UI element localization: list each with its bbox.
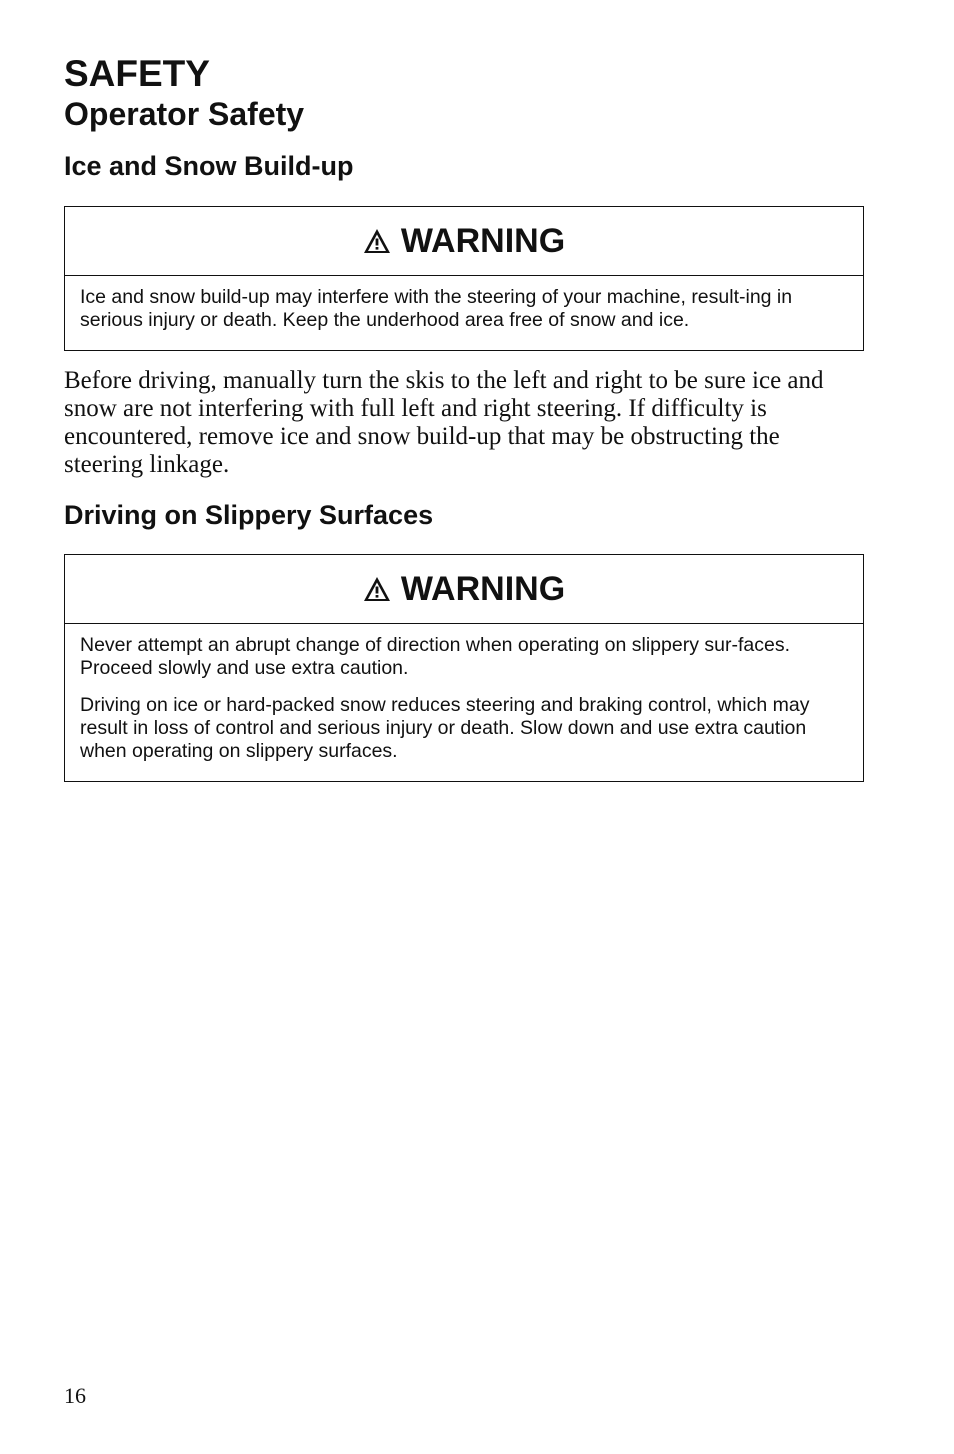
slippery-surfaces-heading: Driving on Slippery Surfaces xyxy=(64,500,434,530)
warning-triangle-icon xyxy=(363,576,391,602)
warning-triangle-icon xyxy=(363,228,391,254)
subsection-title: Operator Safety xyxy=(64,96,305,132)
warning-title: WARNING xyxy=(400,569,566,608)
ice-snow-body-text: Before driving, manually turn the skis to the left and right to be sure ice and snow are not interfering with full left and right steering. If difficulty is encountered, remove ice and snow build-up that may be obstructing the steering linkage. xyxy=(64,367,824,478)
ice-snow-heading: Ice and Snow Build-up xyxy=(64,151,354,181)
warning-title: WARNING xyxy=(400,221,566,260)
page-content xyxy=(64,54,864,782)
warning-paragraph: Never attempt an abrupt change of direction when operating on slippery sur-faces. Proceed slowly and use extra caution. xyxy=(80,634,790,679)
warning-body xyxy=(65,276,863,332)
page-number: 16 xyxy=(64,1383,86,1408)
section-title: SAFETY xyxy=(64,53,210,94)
warning-body xyxy=(65,624,863,763)
slippery-warning-box xyxy=(64,554,864,782)
warning-paragraph: Ice and snow build-up may interfere with the steering of your machine, result-ing in serious injury or death. Keep the underhood area free of snow and ice. xyxy=(80,286,793,331)
warning-header xyxy=(65,207,863,276)
warning-header xyxy=(65,555,863,624)
warning-paragraph: Driving on ice or hard-packed snow reduces steering and braking control, which may result in loss of control and serious injury or death. Slow down and use extra caution when operating on slippery surfaces. xyxy=(80,694,810,762)
ice-snow-warning-box xyxy=(64,206,864,351)
